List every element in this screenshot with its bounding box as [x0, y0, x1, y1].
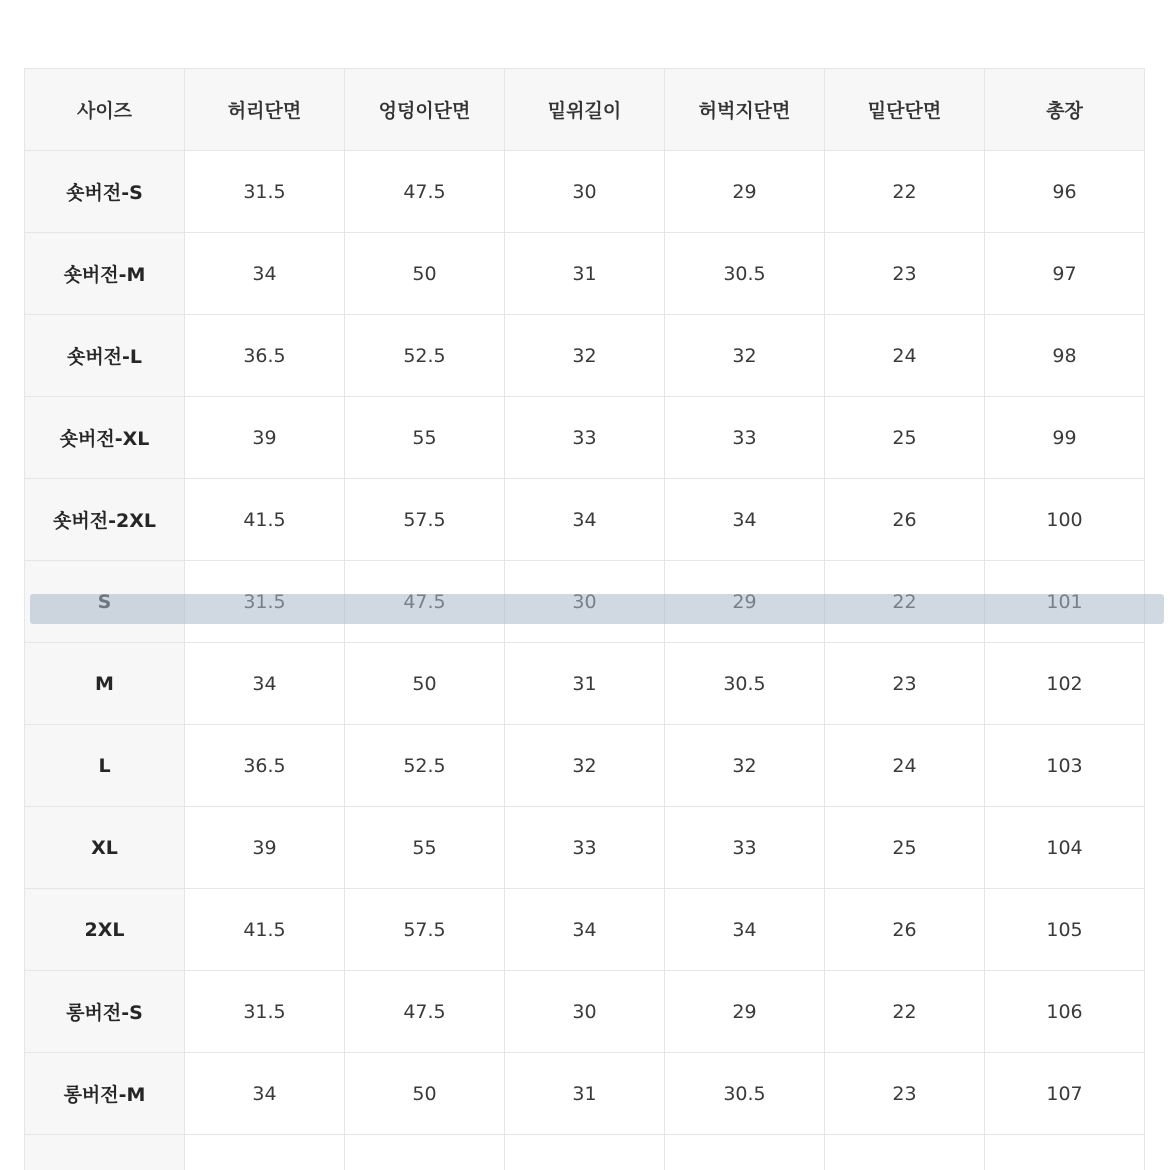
cell-hip: 50 [345, 233, 505, 315]
cell-waist: 31.5 [185, 151, 345, 233]
header-rise: 밑위길이 [505, 69, 665, 151]
cell-waist: 34 [185, 233, 345, 315]
cell-rise: 33 [505, 397, 665, 479]
cell-hem: 23 [825, 1053, 985, 1135]
cell-waist: 36.5 [185, 315, 345, 397]
cell-thigh [665, 1135, 825, 1170]
table-row [25, 889, 1145, 971]
cell-rise: 34 [505, 479, 665, 561]
header-waist: 허리단면 [185, 69, 345, 151]
cell-hem: 22 [825, 151, 985, 233]
cell-waist: 39 [185, 397, 345, 479]
table-row [25, 643, 1145, 725]
cell-total-length: 96 [985, 151, 1145, 233]
cell-hip: 55 [345, 397, 505, 479]
cell-thigh: 34 [665, 479, 825, 561]
cell-total-length: 105 [985, 889, 1145, 971]
cell-thigh: 32 [665, 315, 825, 397]
row-size-label: 숏버전-M [25, 233, 185, 315]
cell-hem: 23 [825, 233, 985, 315]
cell-hem: 25 [825, 807, 985, 889]
cell-waist: 41.5 [185, 889, 345, 971]
cell-hip: 47.5 [345, 971, 505, 1053]
cell-thigh: 29 [665, 151, 825, 233]
cell-thigh: 30.5 [665, 233, 825, 315]
cell-waist [185, 1135, 345, 1170]
table-row [25, 397, 1145, 479]
table-row [25, 807, 1145, 889]
row-size-label: L [25, 725, 185, 807]
cell-thigh: 33 [665, 807, 825, 889]
row-size-label: 2XL [25, 889, 185, 971]
cell-hip: 52.5 [345, 725, 505, 807]
cell-thigh: 30.5 [665, 1053, 825, 1135]
cell-hem: 24 [825, 315, 985, 397]
row-size-label: 롱버전-S [25, 971, 185, 1053]
cell-thigh: 29 [665, 971, 825, 1053]
cell-waist: 34 [185, 1053, 345, 1135]
cell-hip: 57.5 [345, 889, 505, 971]
cell-waist: 31.5 [185, 971, 345, 1053]
header-thigh: 허벅지단면 [665, 69, 825, 151]
cell-rise: 32 [505, 315, 665, 397]
table-row [25, 151, 1145, 233]
cell-hip: 57.5 [345, 479, 505, 561]
cell-total-length: 106 [985, 971, 1145, 1053]
row-size-label: 숏버전-XL [25, 397, 185, 479]
cell-rise: 30 [505, 151, 665, 233]
table-row-partial [25, 1135, 1145, 1170]
cell-rise: 32 [505, 725, 665, 807]
cell-total-length: 100 [985, 479, 1145, 561]
table-row [25, 725, 1145, 807]
cell-rise: 34 [505, 889, 665, 971]
cell-rise: 31 [505, 233, 665, 315]
row-size-label [25, 1135, 185, 1170]
cell-hem: 25 [825, 397, 985, 479]
cell-total-length: 98 [985, 315, 1145, 397]
cell-rise: 31 [505, 1053, 665, 1135]
cell-total-length: 103 [985, 725, 1145, 807]
row-size-label: M [25, 643, 185, 725]
cell-hem [825, 1135, 985, 1170]
cell-rise [505, 1135, 665, 1170]
row-size-label: 롱버전-M [25, 1053, 185, 1135]
cell-total-length: 107 [985, 1053, 1145, 1135]
cell-total-length: 99 [985, 397, 1145, 479]
cell-thigh: 34 [665, 889, 825, 971]
row-size-label: 숏버전-L [25, 315, 185, 397]
row-highlight-overlay[interactable] [30, 594, 1164, 624]
cell-thigh: 33 [665, 397, 825, 479]
cell-hem: 22 [825, 971, 985, 1053]
cell-hem: 26 [825, 889, 985, 971]
cell-hip: 52.5 [345, 315, 505, 397]
table-row [25, 479, 1145, 561]
header-hem: 밑단단면 [825, 69, 985, 151]
table-header-row [25, 69, 1145, 151]
table-row [25, 971, 1145, 1053]
cell-total-length: 97 [985, 233, 1145, 315]
cell-waist: 34 [185, 643, 345, 725]
cell-thigh: 30.5 [665, 643, 825, 725]
cell-rise: 31 [505, 643, 665, 725]
cell-waist: 39 [185, 807, 345, 889]
table-row [25, 1053, 1145, 1135]
row-size-label: 숏버전-S [25, 151, 185, 233]
cell-hip: 50 [345, 1053, 505, 1135]
cell-hem: 26 [825, 479, 985, 561]
cell-hip [345, 1135, 505, 1170]
cell-hip: 47.5 [345, 151, 505, 233]
header-size: 사이즈 [25, 69, 185, 151]
header-hip: 엉덩이단면 [345, 69, 505, 151]
cell-total-length [985, 1135, 1145, 1170]
cell-total-length: 104 [985, 807, 1145, 889]
row-size-label: XL [25, 807, 185, 889]
cell-thigh: 32 [665, 725, 825, 807]
row-size-label: 숏버전-2XL [25, 479, 185, 561]
cell-hip: 55 [345, 807, 505, 889]
cell-hem: 23 [825, 643, 985, 725]
cell-rise: 33 [505, 807, 665, 889]
cell-hem: 24 [825, 725, 985, 807]
cell-waist: 41.5 [185, 479, 345, 561]
table-row [25, 233, 1145, 315]
header-total-length: 총장 [985, 69, 1145, 151]
cell-rise: 30 [505, 971, 665, 1053]
cell-waist: 36.5 [185, 725, 345, 807]
table-row [25, 315, 1145, 397]
cell-total-length: 102 [985, 643, 1145, 725]
cell-hip: 50 [345, 643, 505, 725]
